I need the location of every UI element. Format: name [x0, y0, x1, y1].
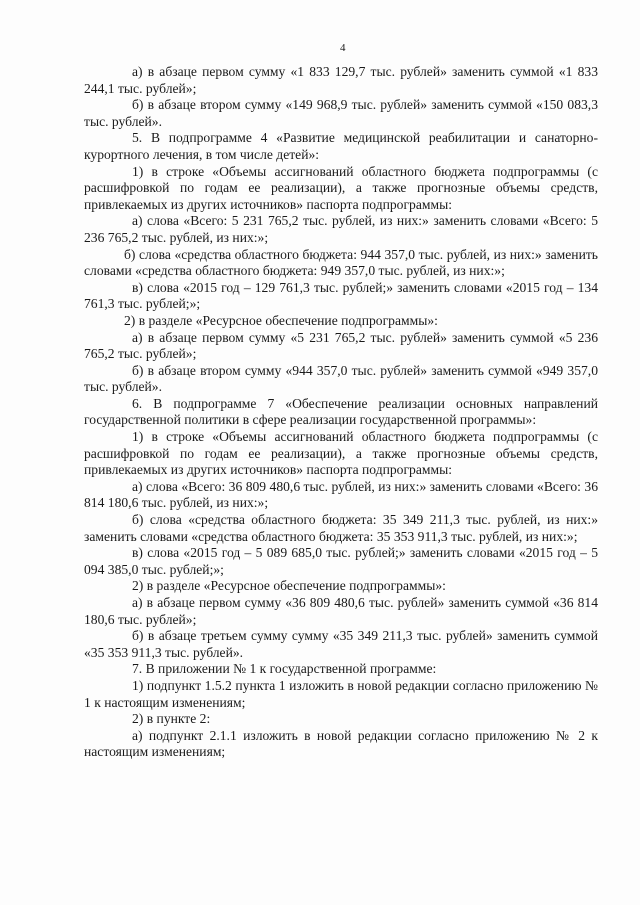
paragraph: 2) в разделе «Ресурсное обеспечение подпрограммы»: — [132, 578, 446, 594]
page-number: 4 — [340, 42, 346, 54]
paragraph: 1) в строке «Объемы ассигнований областного бюджета подпрограммы (с расшифровкой по годам ее реализации), а также прогнозные объемы средств, привлекаемых из других источников» паспорта подпрограммы: — [84, 163, 598, 212]
paragraph: а) в абзаце первом сумму «36 809 480,6 тыс. рублей» заменить суммой «36 814 180,6 тыс. рублей»; — [84, 595, 598, 627]
paragraph: 1) подпункт 1.5.2 пункта 1 изложить в новой редакции согласно приложению № 1 к настоящим изменениям; — [84, 677, 598, 710]
paragraph: б) в абзаце втором сумму «149 968,9 тыс. рублей» заменить суммой «150 083,3 тыс. рублей». — [84, 97, 598, 129]
paragraph: а) слова «Всего: 36 809 480,6 тыс. рублей, из них:» заменить словами «Всего: 36 814 180,6 тыс. рублей, из них:»; — [84, 478, 598, 511]
paragraph: в) слова «2015 год – 129 761,3 тыс. рублей;» заменить словами «2015 год – 134 761,3 тыс. рублей;»; — [84, 279, 598, 312]
paragraph: 7. В приложении № 1 к государственной программе: — [132, 661, 437, 677]
paragraph: б) в абзаце третьем сумму сумму «35 349 211,3 тыс. рублей» заменить суммой «35 353 911,3 тыс. рублей». — [84, 628, 598, 660]
paragraph: 5. В подпрограмме 4 «Развитие медицинской реабилитации и санаторно-курортного лечения, в том числе детей»: — [84, 130, 598, 162]
paragraph: б) слова «средства областного бюджета: 944 357,0 тыс. рублей, из них:» заменить словами «средства областного бюджета: 949 357,0 тыс. рублей, из них:»; — [84, 246, 598, 279]
paragraph: а) в абзаце первом сумму «1 833 129,7 тыс. рублей» заменить суммой «1 833 244,1 тыс. рублей»; — [84, 64, 598, 96]
paragraph: 2) в пункте 2: — [132, 711, 211, 727]
paragraph: в) слова «2015 год – 5 089 685,0 тыс. рублей;» заменить словами «2015 год – 5 094 385,0 тыс. рублей;»; — [84, 545, 598, 577]
paragraph: б) слова «средства областного бюджета: 35 349 211,3 тыс. рублей, из них:» заменить словами «средства областного бюджета: 35 353 911,3 тыс. рублей, из них:»; — [84, 512, 598, 544]
paragraph: 2) в разделе «Ресурсное обеспечение подпрограммы»: — [124, 312, 438, 328]
paragraph: 1) в строке «Объемы ассигнований областного бюджета подпрограммы (с расшифровкой по годам ее реализации), а также прогнозные объемы средств, привлекаемых из других источников» паспорта подпрограммы: — [84, 429, 598, 478]
paragraph: а) в абзаце первом сумму «5 231 765,2 тыс. рублей» заменить суммой «5 236 765,2 тыс. рублей»; — [84, 329, 598, 362]
paragraph: а) подпункт 2.1.1 изложить в новой редакции согласно приложению № 2 к настоящим изменениям; — [84, 727, 598, 760]
document-body — [84, 64, 598, 761]
paragraph: б) в абзаце втором сумму «944 357,0 тыс. рублей» заменить суммой «949 357,0 тыс. рублей». — [84, 362, 598, 395]
paragraph: а) слова «Всего: 5 231 765,2 тыс. рублей, из них:» заменить словами «Всего: 5 236 765,2 тыс. рублей, из них:»; — [84, 213, 598, 245]
paragraph: 6. В подпрограмме 7 «Обеспечение реализации основных направлений государственной политики в сфере реализации государственной программы»: — [84, 395, 598, 428]
